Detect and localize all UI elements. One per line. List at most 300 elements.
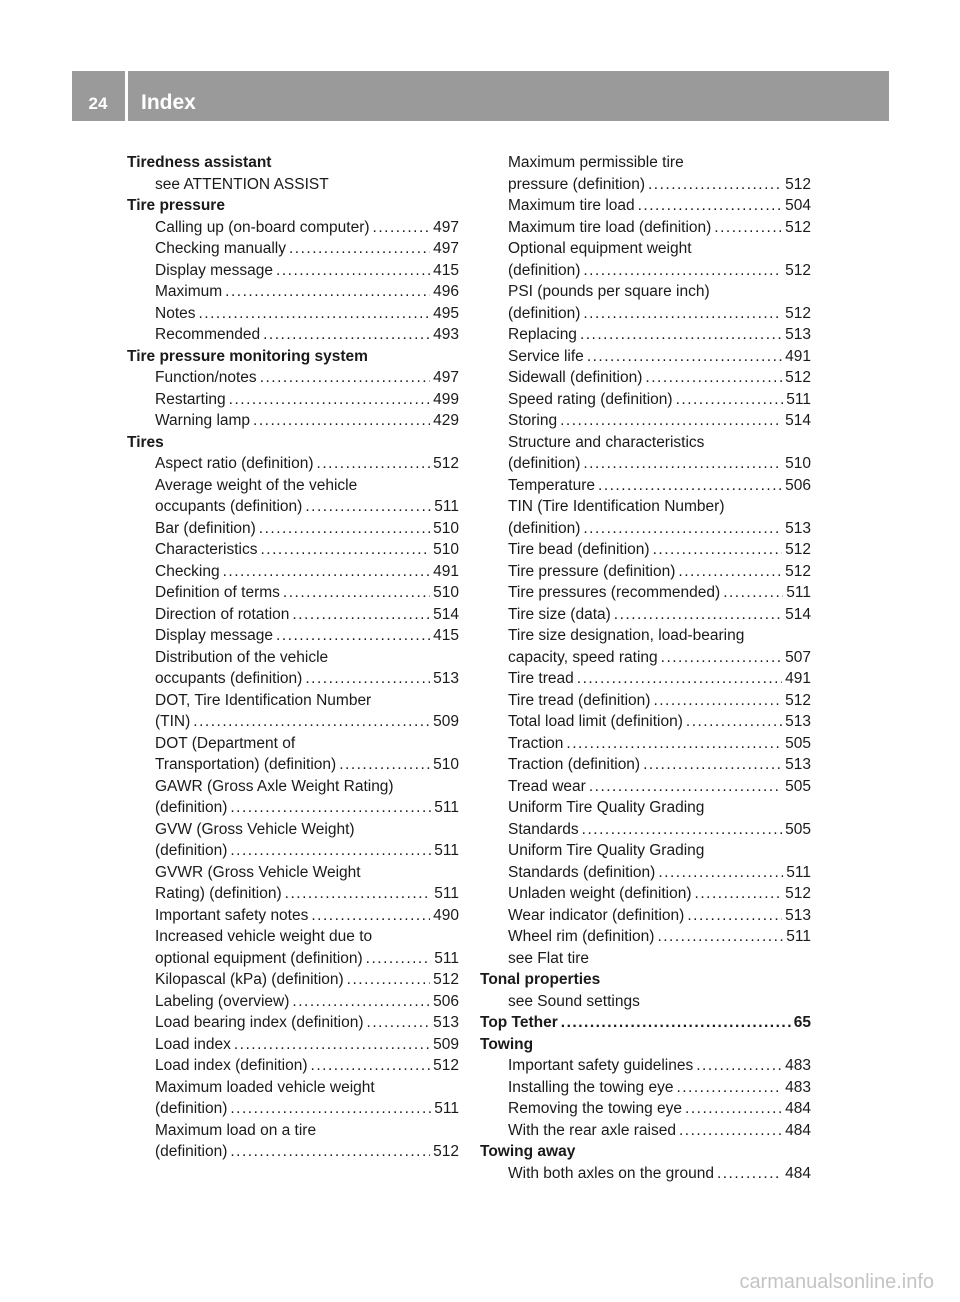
- entry-label: Optional equipment weight: [508, 240, 692, 257]
- index-entry: [480, 776, 811, 798]
- page-reference: 509: [433, 713, 459, 730]
- entry-label: Function/notes: [155, 369, 257, 386]
- entry-label: Load index (definition): [155, 1057, 308, 1074]
- entry-label: Tire pressure monitoring system: [127, 347, 368, 365]
- index-entry: [127, 1077, 459, 1099]
- dot-leader: [676, 389, 784, 411]
- dot-leader: [292, 604, 430, 626]
- dot-leader: [229, 389, 430, 411]
- dot-leader: [260, 367, 430, 389]
- page-header: [72, 71, 889, 121]
- entry-label: Maximum load on a tire: [155, 1121, 317, 1139]
- page-reference: 496: [433, 283, 459, 300]
- entry-label: occupants (definition): [155, 498, 303, 515]
- dot-leader: [653, 690, 782, 712]
- index-entry: [480, 1077, 811, 1099]
- index-entry: [127, 281, 459, 303]
- dot-leader: [347, 969, 430, 991]
- page-reference: 497: [433, 240, 459, 257]
- index-entry: [480, 1163, 811, 1185]
- entry-label: pressure (definition): [508, 175, 645, 193]
- dot-leader: [695, 883, 783, 905]
- entry-label: Standards (definition): [508, 863, 656, 881]
- page-reference: 512: [433, 1057, 459, 1074]
- entry-label: PSI (pounds per square inch): [508, 283, 710, 300]
- page-reference: 429: [433, 412, 459, 429]
- dot-leader: [305, 496, 431, 518]
- page-number: 24: [88, 94, 108, 113]
- entry-label: Tire pressures (recommended): [508, 584, 721, 601]
- dot-leader: [292, 991, 430, 1013]
- page-reference: 512: [785, 218, 811, 236]
- page-reference: 484: [785, 1164, 811, 1182]
- entry-label: Direction of rotation: [155, 605, 290, 623]
- index-entry: [127, 1120, 459, 1142]
- index-entry: [127, 905, 459, 927]
- page-reference: 513: [785, 756, 811, 773]
- index-entry: [480, 152, 811, 174]
- page-reference: 512: [785, 261, 811, 279]
- entry-label: see Sound settings: [508, 992, 640, 1010]
- index-entry: [127, 819, 459, 841]
- index-entry: [480, 862, 811, 884]
- entry-label: Traction (definition): [508, 756, 641, 773]
- page-reference: 511: [786, 863, 811, 881]
- entry-label: TIN (Tire Identification Number): [508, 498, 725, 515]
- entry-label: Top Tether: [480, 1014, 558, 1031]
- entry-label: Installing the towing eye: [508, 1078, 674, 1096]
- index-column-right: [480, 152, 811, 1184]
- page-reference: 504: [785, 197, 811, 214]
- dot-leader: [560, 410, 782, 432]
- entry-label: DOT, Tire Identification Number: [155, 691, 372, 709]
- index-entry: [480, 303, 811, 325]
- index-entry: [480, 453, 811, 475]
- entry-label: Load bearing index (definition): [155, 1014, 364, 1031]
- dot-leader: [686, 711, 782, 733]
- page-reference: 510: [785, 455, 811, 472]
- entry-label: Maximum permissible tire: [508, 154, 684, 171]
- dot-leader: [276, 625, 430, 647]
- entry-label: (definition): [508, 304, 581, 322]
- page-reference: 511: [434, 799, 459, 816]
- dot-leader: [583, 260, 782, 282]
- page-reference: 511: [434, 949, 459, 967]
- index-entry: [127, 948, 459, 970]
- entry-label: Characteristics: [155, 541, 258, 558]
- page-reference: 511: [434, 842, 459, 859]
- dot-leader: [261, 539, 431, 561]
- page-reference: 512: [785, 304, 811, 322]
- dot-leader: [653, 539, 783, 561]
- dot-leader: [566, 733, 782, 755]
- page-reference: 513: [785, 906, 811, 924]
- entry-label: Standards: [508, 820, 579, 838]
- dot-leader: [589, 776, 782, 798]
- index-entry: [480, 389, 811, 411]
- index-entry: [480, 561, 811, 583]
- index-entry: [127, 496, 459, 518]
- index-entry: [127, 518, 459, 540]
- entry-label: GAWR (Gross Axle Weight Rating): [155, 777, 394, 795]
- dot-leader: [587, 346, 782, 368]
- dot-leader: [676, 1077, 782, 1099]
- entry-label: Important safety guidelines: [508, 1057, 694, 1074]
- index-entry: [127, 475, 459, 497]
- entry-label: (definition): [508, 455, 581, 472]
- entry-label: Aspect ratio (definition): [155, 455, 314, 472]
- entry-label: (definition): [508, 261, 581, 279]
- page-reference: 512: [433, 1143, 459, 1160]
- index-entry: [127, 604, 459, 626]
- index-entry: [480, 905, 811, 927]
- page-reference: 512: [433, 971, 459, 988]
- entry-label: Towing: [480, 1035, 534, 1053]
- header-divider: [125, 71, 128, 121]
- index-entry: [127, 453, 459, 475]
- page-reference: 510: [433, 519, 459, 537]
- index-entry: [127, 840, 459, 862]
- dot-leader: [614, 604, 782, 626]
- dot-leader: [577, 668, 782, 690]
- dot-leader: [685, 1098, 782, 1120]
- entry-label: Speed rating (definition): [508, 390, 673, 408]
- index-entry: [480, 840, 811, 862]
- entry-label: (definition): [155, 1143, 228, 1160]
- entry-label: Display message: [155, 627, 274, 644]
- index-entry: [127, 582, 459, 604]
- entry-label: Tire pressure (definition): [508, 562, 676, 580]
- dot-leader: [193, 711, 430, 733]
- index-heading: [480, 1012, 811, 1034]
- dot-leader: [199, 303, 431, 325]
- index-entry: [480, 1120, 811, 1142]
- dot-leader: [583, 303, 782, 325]
- page-reference: 511: [434, 1100, 459, 1117]
- entry-label: Maximum tire load: [508, 197, 635, 214]
- index-entry: [127, 733, 459, 755]
- index-entry: [480, 367, 811, 389]
- index-entry: [127, 711, 459, 733]
- index-entry: [480, 668, 811, 690]
- entry-label: Checking manually: [155, 240, 286, 257]
- entry-label: Increased vehicle weight due to: [155, 928, 373, 945]
- entry-label: Tire size (data): [508, 605, 611, 623]
- page-reference: 505: [785, 734, 811, 752]
- entry-label: Important safety notes: [155, 906, 309, 924]
- dot-leader: [373, 217, 431, 239]
- index-entry: [480, 174, 811, 196]
- index-entry: [480, 346, 811, 368]
- index-entry: [480, 733, 811, 755]
- dot-leader: [259, 518, 430, 540]
- index-entry: [127, 754, 459, 776]
- index-entry: [480, 711, 811, 733]
- dot-leader: [561, 1012, 791, 1034]
- entry-label: Tire tread: [508, 670, 574, 687]
- index-entry: [480, 647, 811, 669]
- entry-label: Traction: [508, 734, 564, 752]
- entry-label: Service life: [508, 347, 584, 365]
- index-entry: [127, 410, 459, 432]
- entry-label: Sidewall (definition): [508, 369, 643, 386]
- dot-leader: [283, 582, 430, 604]
- dot-leader: [661, 647, 782, 669]
- entry-label: Temperature: [508, 476, 596, 494]
- dot-leader: [230, 797, 431, 819]
- dot-leader: [230, 1098, 431, 1120]
- entry-label: Wear indicator (definition): [508, 906, 685, 924]
- entry-label: Distribution of the vehicle: [155, 648, 329, 666]
- entry-label: Kilopascal (kPa) (definition): [155, 971, 344, 988]
- dot-leader: [717, 1163, 782, 1185]
- index-entry: [127, 969, 459, 991]
- index-heading: [127, 346, 459, 368]
- index-entry: [480, 475, 811, 497]
- index-entry: [480, 217, 811, 239]
- dot-leader: [234, 1034, 430, 1056]
- dot-leader: [230, 1141, 430, 1163]
- page-reference: 415: [433, 261, 459, 279]
- entry-label: Checking: [155, 562, 220, 580]
- dot-leader: [311, 1055, 431, 1077]
- entry-label: optional equipment (definition): [155, 949, 363, 967]
- index-entry: [127, 862, 459, 884]
- dot-leader: [583, 518, 782, 540]
- entry-label: capacity, speed rating: [508, 648, 658, 666]
- page-reference: 415: [433, 627, 459, 644]
- page-reference: 493: [433, 326, 459, 343]
- dot-leader: [687, 905, 782, 927]
- entry-label: GVW (Gross Vehicle Weight): [155, 820, 355, 838]
- page-reference: 512: [785, 885, 811, 902]
- page-reference: 491: [785, 670, 811, 687]
- dot-leader: [230, 840, 431, 862]
- page-reference: 512: [785, 691, 811, 709]
- dot-leader: [253, 410, 430, 432]
- page-reference: 513: [433, 670, 459, 687]
- index-entry: [480, 883, 811, 905]
- dot-leader: [657, 926, 783, 948]
- dot-leader: [678, 561, 782, 583]
- dot-leader: [645, 367, 782, 389]
- entry-label: Calling up (on-board computer): [155, 218, 370, 236]
- index-entry: [127, 1012, 459, 1034]
- entry-label: Restarting: [155, 390, 226, 408]
- page-reference: 505: [785, 777, 811, 795]
- page-reference: 65: [793, 1014, 811, 1031]
- entry-label: With both axles on the ground: [508, 1164, 714, 1182]
- index-entry: [127, 1098, 459, 1120]
- index-entry: [480, 1055, 811, 1077]
- dot-leader: [582, 819, 782, 841]
- page-reference: 490: [433, 906, 459, 924]
- index-entry: [127, 797, 459, 819]
- index-entry: [127, 260, 459, 282]
- index-heading: [127, 195, 459, 217]
- index-heading: [480, 969, 811, 991]
- page-reference: 497: [433, 369, 459, 386]
- page-reference: 484: [785, 1100, 811, 1117]
- page-reference: 506: [785, 476, 811, 494]
- page-reference: 505: [785, 820, 811, 838]
- dot-leader: [311, 905, 430, 927]
- index-entry: [127, 389, 459, 411]
- index-entry: [127, 690, 459, 712]
- entry-label: Uniform Tire Quality Grading: [508, 842, 705, 859]
- page-reference: 507: [785, 648, 811, 666]
- entry-label: (definition): [155, 799, 228, 816]
- index-entry: [127, 625, 459, 647]
- entry-label: Load index: [155, 1035, 231, 1053]
- index-heading: [127, 152, 459, 174]
- index-entry: [127, 668, 459, 690]
- page-reference: 512: [433, 455, 459, 472]
- entry-label: Tire pressure: [127, 197, 225, 214]
- index-entry: [127, 1034, 459, 1056]
- index-entry: [480, 625, 811, 647]
- dot-leader: [367, 1012, 431, 1034]
- page-reference: 509: [433, 1035, 459, 1053]
- section-title: Index: [141, 91, 196, 114]
- page-reference: 483: [785, 1078, 811, 1096]
- index-entry: [480, 991, 811, 1013]
- index-entry: [480, 690, 811, 712]
- entry-label: Tiredness assistant: [127, 154, 272, 171]
- page-reference: 483: [785, 1057, 811, 1074]
- page-reference: 512: [785, 369, 811, 386]
- entry-label: Towing away: [480, 1143, 576, 1160]
- index-entry: [127, 367, 459, 389]
- dot-leader: [723, 582, 783, 604]
- index-entry: [127, 926, 459, 948]
- entry-label: Storing: [508, 412, 558, 429]
- page-reference: 510: [433, 584, 459, 601]
- index-entry: [480, 819, 811, 841]
- index-entry: [480, 582, 811, 604]
- dot-leader: [598, 475, 782, 497]
- page-reference: 511: [434, 885, 459, 902]
- index-entry: [480, 281, 811, 303]
- dot-leader: [289, 238, 430, 260]
- index-entry: [480, 324, 811, 346]
- dot-leader: [225, 281, 430, 303]
- index-entry: [480, 518, 811, 540]
- page-reference: 512: [785, 175, 811, 193]
- entry-label: Tire tread (definition): [508, 691, 651, 709]
- entry-label: (TIN): [155, 713, 191, 730]
- dot-leader: [583, 453, 782, 475]
- entry-label: Tire bead (definition): [508, 541, 650, 558]
- index-entry: [480, 496, 811, 518]
- index-entry: [127, 1141, 459, 1163]
- dot-leader: [648, 174, 782, 196]
- index-entry: [127, 217, 459, 239]
- index-entry: [480, 260, 811, 282]
- entry-label: With the rear axle raised: [508, 1121, 676, 1139]
- page-reference: 514: [433, 605, 459, 623]
- entry-label: Tire size designation, load-bearing: [508, 627, 745, 644]
- entry-label: Tires: [127, 433, 164, 451]
- dot-leader: [305, 668, 430, 690]
- entry-label: Maximum tire load (definition): [508, 218, 712, 236]
- entry-label: Labeling (overview): [155, 992, 290, 1010]
- index-heading: [480, 1034, 811, 1056]
- index-entry: [480, 797, 811, 819]
- entry-label: (definition): [155, 842, 228, 859]
- index-entry: [480, 195, 811, 217]
- entry-label: Warning lamp: [155, 412, 251, 429]
- page-reference: 510: [433, 756, 459, 773]
- index-entry: [127, 991, 459, 1013]
- page-reference: 513: [785, 326, 811, 343]
- entry-label: Replacing: [508, 326, 577, 343]
- index-entry: [127, 883, 459, 905]
- index-entry: [480, 604, 811, 626]
- entry-label: Definition of terms: [155, 584, 280, 601]
- index-heading: [127, 432, 459, 454]
- dot-leader: [339, 754, 430, 776]
- dot-leader: [285, 883, 432, 905]
- dot-leader: [679, 1120, 782, 1142]
- entry-label: Removing the towing eye: [508, 1100, 683, 1117]
- page-reference: 512: [785, 541, 811, 558]
- entry-label: Wheel rim (definition): [508, 928, 655, 945]
- entry-label: Structure and characteristics: [508, 433, 705, 451]
- index-entry: [480, 1098, 811, 1120]
- entry-label: Display message: [155, 261, 274, 279]
- index-entry: [480, 539, 811, 561]
- entry-label: see Flat tire: [508, 949, 589, 967]
- dot-leader: [696, 1055, 782, 1077]
- entry-label: DOT (Department of: [155, 734, 296, 752]
- entry-label: (definition): [508, 519, 581, 537]
- watermark: carmanualsonline.info: [739, 1271, 934, 1293]
- page-reference: 497: [433, 218, 459, 236]
- page-reference: 514: [785, 412, 811, 429]
- index-entry: [480, 410, 811, 432]
- page-reference: 511: [786, 584, 811, 601]
- entry-label: Tonal properties: [480, 971, 601, 988]
- index-entry: [127, 238, 459, 260]
- page-reference: 510: [433, 541, 459, 558]
- dot-leader: [276, 260, 430, 282]
- entry-label: Recommended: [155, 326, 261, 343]
- page-reference: 512: [785, 562, 811, 580]
- page-reference: 511: [434, 498, 459, 515]
- entry-label: Rating) (definition): [155, 885, 282, 902]
- entry-label: Maximum: [155, 283, 223, 300]
- dot-leader: [263, 324, 430, 346]
- entry-label: Unladen weight (definition): [508, 885, 692, 902]
- index-entry: [127, 1055, 459, 1077]
- index-entry: [127, 647, 459, 669]
- page-reference: 506: [433, 992, 459, 1010]
- page-reference: 513: [785, 519, 811, 537]
- index-entry: [127, 174, 459, 196]
- entry-label: (definition): [155, 1100, 228, 1117]
- index-entry: [127, 303, 459, 325]
- entry-label: see ATTENTION ASSIST: [155, 175, 329, 193]
- entry-label: Tread wear: [508, 777, 586, 795]
- dot-leader: [580, 324, 782, 346]
- index-entry: [127, 561, 459, 583]
- entry-label: Average weight of the vehicle: [155, 476, 358, 494]
- index-entry: [127, 324, 459, 346]
- index-entry: [480, 238, 811, 260]
- index-entry: [480, 754, 811, 776]
- index-entry: [127, 539, 459, 561]
